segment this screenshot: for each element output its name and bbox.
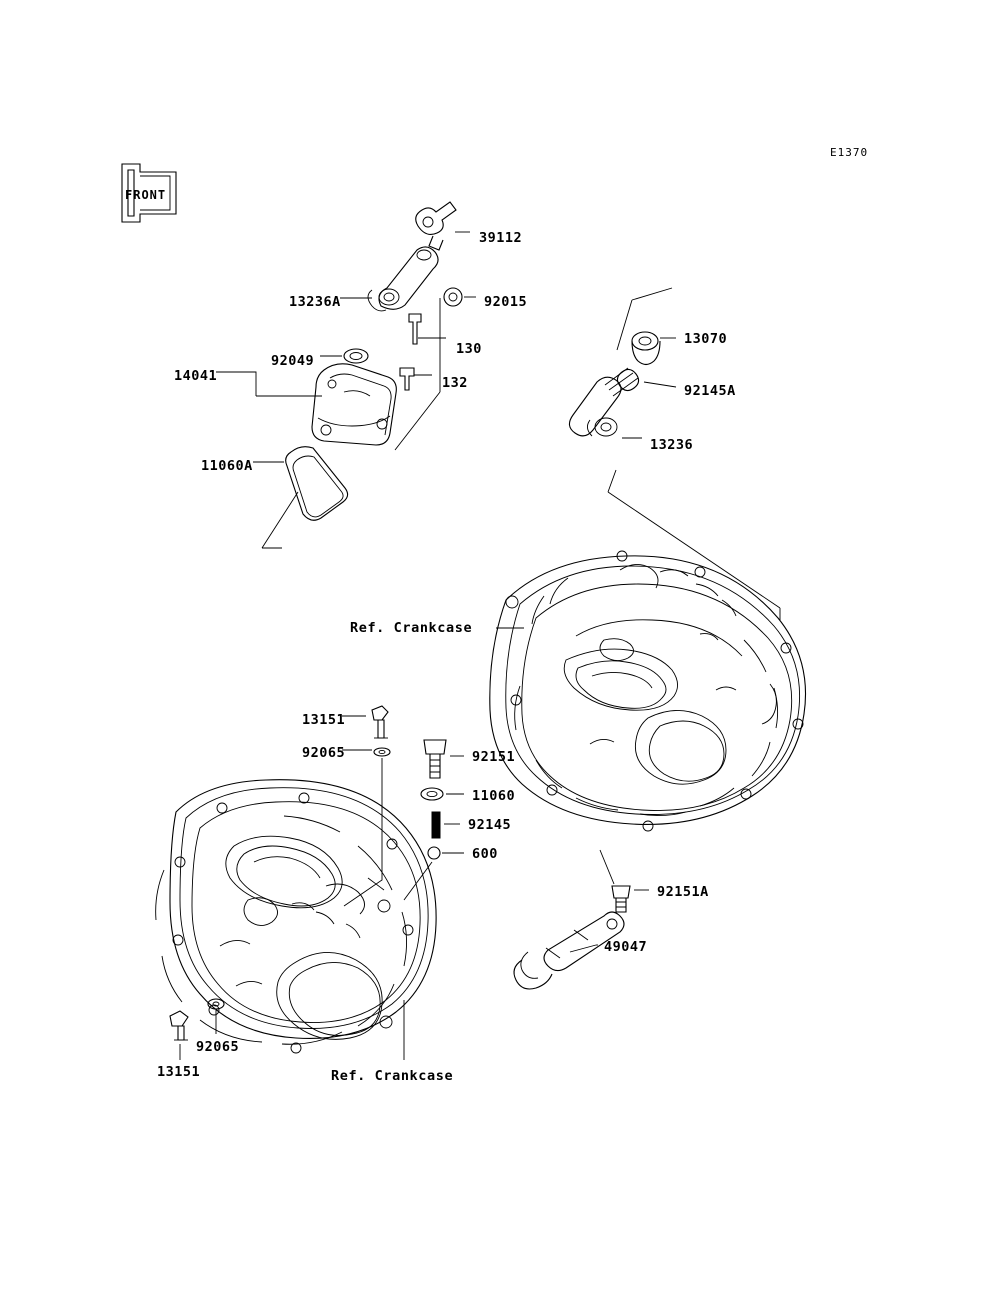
part-11060-washer bbox=[421, 788, 443, 800]
part-label-49047: 49047 bbox=[604, 939, 648, 955]
part-132-bolt bbox=[400, 368, 414, 390]
part-label-600: 600 bbox=[472, 846, 498, 862]
part-92145-spring bbox=[432, 812, 440, 838]
part-92015-nut bbox=[444, 288, 462, 306]
part-92145A-spring bbox=[605, 368, 639, 396]
part-label-92049: 92049 bbox=[271, 353, 315, 369]
part-92049-oil-seal bbox=[344, 349, 368, 363]
part-92151-bolt bbox=[424, 740, 446, 778]
part-39112-ball-joint bbox=[416, 202, 456, 250]
part-92065-top-washer bbox=[374, 748, 390, 756]
part-13151-bottom-switch bbox=[170, 1011, 188, 1040]
construction-line-left bbox=[262, 492, 298, 548]
ref-crankcase-bottom: Ref. Crankcase bbox=[331, 1068, 454, 1084]
construction-line-right4 bbox=[608, 492, 780, 608]
part-label-132: 132 bbox=[442, 375, 468, 391]
part-label-13236A: 13236A bbox=[289, 294, 341, 310]
part-label-14041: 14041 bbox=[174, 368, 218, 384]
ref-crankcase-top: Ref. Crankcase bbox=[350, 620, 473, 636]
leader-92151A-run bbox=[600, 850, 614, 884]
part-label-13151-top: 13151 bbox=[302, 712, 346, 728]
part-13236-shift-arm bbox=[569, 377, 621, 436]
part-92151A-bolt bbox=[612, 886, 630, 912]
part-14041-cover bbox=[312, 364, 396, 445]
part-label-92151A: 92151A bbox=[657, 884, 709, 900]
part-13070-guide bbox=[632, 332, 660, 365]
part-label-13236: 13236 bbox=[650, 437, 694, 453]
part-label-92151: 92151 bbox=[472, 749, 516, 765]
part-11060A-gasket bbox=[286, 447, 348, 521]
part-label-13070: 13070 bbox=[684, 331, 728, 347]
part-label-130: 130 bbox=[456, 341, 482, 357]
construction-line-right2 bbox=[632, 288, 672, 300]
part-600-ball bbox=[428, 847, 440, 859]
construction-line-right bbox=[617, 300, 632, 350]
part-13236A-shift-lever bbox=[368, 247, 438, 311]
part-label-92145: 92145 bbox=[468, 817, 512, 833]
part-label-11060A: 11060A bbox=[201, 458, 253, 474]
leader-92145A bbox=[644, 382, 676, 387]
part-label-39112: 39112 bbox=[479, 230, 523, 246]
part-label-11060: 11060 bbox=[472, 788, 516, 804]
part-label-13151-bottom: 13151 bbox=[157, 1064, 201, 1080]
part-label-92065-top: 92065 bbox=[302, 745, 346, 761]
front-marker-label: FRONT bbox=[125, 188, 167, 202]
leader-14041 bbox=[216, 372, 256, 396]
crankcase-left-assembly bbox=[156, 780, 436, 1053]
part-92065-bottom-washer bbox=[208, 999, 224, 1009]
construction-line-right3 bbox=[608, 470, 616, 492]
part-13151-top-switch bbox=[372, 706, 388, 738]
part-130-bolt bbox=[409, 314, 421, 344]
construction-line-mid bbox=[395, 392, 440, 450]
part-label-92065-bottom: 92065 bbox=[196, 1039, 240, 1055]
diagram-code: E1370 bbox=[830, 146, 869, 159]
part-label-92015: 92015 bbox=[484, 294, 528, 310]
part-label-92145A: 92145A bbox=[684, 383, 736, 399]
